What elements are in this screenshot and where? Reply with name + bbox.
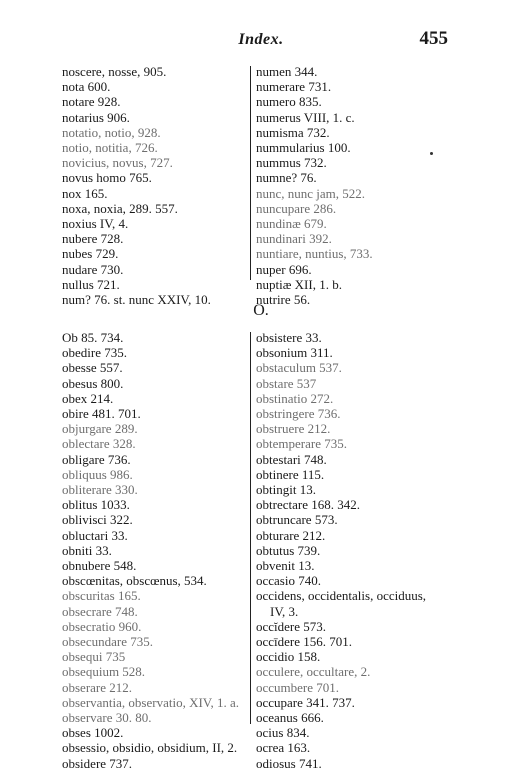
index-entry: noxa, noxia, 289. 557. — [62, 200, 178, 216]
index-column-top-right — [256, 64, 373, 307]
index-entry: obligare 736. — [62, 451, 131, 467]
index-entry: observare 30. 80. — [62, 710, 152, 726]
index-entry: obstare 537 — [256, 375, 317, 391]
index-entry: obscuritas 165. — [62, 588, 141, 604]
index-entry: obtemperare 735. — [256, 436, 347, 452]
index-entry: occasio 740. — [256, 573, 321, 589]
index-entry: objurgare 289. — [62, 421, 138, 437]
index-entry: noxius IV, 4. — [62, 216, 129, 232]
index-entry: notarius 906. — [62, 109, 130, 125]
index-entry: obniti 33. — [62, 542, 112, 558]
index-entry: nutrire 56. — [256, 292, 311, 308]
index-entry: obsistere 33. — [256, 330, 322, 345]
index-entry: noscere, nosse, 905. — [62, 64, 167, 79]
index-entry: numne? 76. — [256, 170, 317, 186]
index-entry: nuptiæ XII, 1. b. — [256, 276, 342, 292]
index-entry: novus homo 765. — [62, 170, 152, 186]
index-entry: obire 481. 701. — [62, 406, 141, 422]
index-entry: nullus 721. — [62, 276, 120, 292]
section-heading: O. — [253, 302, 269, 319]
index-entry: obsecratio 960. — [62, 618, 142, 634]
index-entry: obedire 735. — [62, 345, 127, 361]
index-entry: oblitus 1033. — [62, 497, 130, 513]
index-entry: numerus VIII, 1. c. — [256, 109, 355, 125]
index-entry: nummus 732. — [256, 155, 327, 171]
index-entry: ocius 834. — [256, 725, 310, 741]
index-entry: nundinari 392. — [256, 231, 332, 247]
print-speck — [430, 152, 433, 155]
index-entry: nunc, nunc jam, 522. — [256, 185, 366, 201]
index-entry: occĭdere 573. — [256, 618, 327, 634]
index-entry: obliquus 986. — [62, 466, 133, 482]
index-entry: obtestari 748. — [256, 451, 327, 467]
index-entry: nuntiare, nuntius, 733. — [256, 246, 373, 262]
index-entry: obstaculum 537. — [256, 360, 342, 376]
index-entry: occulere, occultare, 2. — [256, 664, 371, 680]
index-entry: IV, 3. — [270, 603, 299, 619]
index-entry: nuncupare 286. — [256, 200, 337, 216]
index-entry: obsecrare 748. — [62, 603, 138, 619]
index-entry: notare 928. — [62, 94, 121, 110]
index-entry: occumbere 701. — [256, 679, 340, 695]
index-entry: obsonium 311. — [256, 345, 333, 361]
index-entry: nox 165. — [62, 185, 108, 201]
index-entry: novicius, novus, 727. — [62, 155, 173, 171]
page-number: 455 — [419, 28, 448, 49]
index-entry: ocrea 163. — [256, 740, 311, 756]
index-entry: nota 600. — [62, 79, 111, 95]
index-entry: obturare 212. — [256, 527, 326, 543]
index-entry: occidio 158. — [256, 649, 321, 665]
index-entry: nubere 728. — [62, 231, 124, 247]
index-entry: notatio, notio, 928. — [62, 124, 161, 140]
index-entry: obsequium 528. — [62, 664, 146, 680]
index-entry: obtruncare 573. — [256, 512, 338, 528]
index-entry: Ob 85. 734. — [62, 330, 124, 345]
index-entry: obtinere 115. — [256, 466, 325, 482]
index-entry: obses 1002. — [62, 725, 124, 741]
index-entry: obstruere 212. — [256, 421, 331, 437]
index-entry: obnubere 548. — [62, 558, 137, 574]
index-entry: obluctari 33. — [62, 527, 128, 543]
index-column-top-left — [62, 64, 211, 307]
column-divider-bottom — [250, 332, 251, 724]
index-entry: obex 214. — [62, 390, 114, 406]
index-entry: obstringere 736. — [256, 406, 341, 422]
index-entry: oceanus 666. — [256, 710, 324, 726]
index-entry: obscœnitas, obscœnus, 534. — [62, 573, 207, 589]
index-entry: numerare 731. — [256, 79, 332, 95]
index-entry: obserare 212. — [62, 679, 133, 695]
index-entry: nummularius 100. — [256, 140, 351, 156]
index-entry: odiosus 741. — [256, 755, 322, 771]
index-entry: nuper 696. — [256, 261, 312, 277]
index-entry: nubes 729. — [62, 246, 119, 262]
index-entry: obsequi 735 — [62, 649, 126, 665]
index-entry: obtutus 739. — [256, 542, 321, 558]
index-entry: nudare 730. — [62, 261, 124, 277]
index-column-bottom-right — [256, 330, 426, 771]
index-entry: obtrectare 168. 342. — [256, 497, 360, 513]
index-entry: oblivisci 322. — [62, 512, 133, 528]
index-entry: occupare 341. 737. — [256, 694, 355, 710]
index-entry: obtingit 13. — [256, 482, 316, 498]
index-entry: obesus 800. — [62, 375, 124, 391]
index-entry: numisma 732. — [256, 124, 330, 140]
index-entry: nundinæ 679. — [256, 216, 327, 232]
index-entry: obsecundare 735. — [62, 634, 153, 650]
index-column-bottom-left — [62, 330, 239, 771]
running-head-title: Index. — [238, 31, 284, 48]
index-entry: obvenit 13. — [256, 558, 315, 574]
index-entry: numero 835. — [256, 94, 322, 110]
index-entry: obstinatio 272. — [256, 390, 334, 406]
index-entry: oblectare 328. — [62, 436, 136, 452]
index-entry: notio, notitia, 726. — [62, 140, 158, 156]
index-entry: numen 344. — [256, 64, 318, 79]
column-divider-top — [250, 66, 251, 280]
index-entry: num? 76. st. nunc XXIV, 10. — [62, 292, 211, 308]
index-entry: observantia, observatio, XIV, 1. a. — [62, 694, 240, 710]
index-entry: obliterare 330. — [62, 482, 138, 498]
index-entry: occidens, occidentalis, occiduus, — [256, 588, 427, 604]
index-entry: obsessio, obsidio, obsidium, II, 2. — [62, 740, 238, 756]
index-entry: occīdere 156. 701. — [256, 634, 353, 650]
index-entry: obesse 557. — [62, 360, 123, 376]
index-entry: obsidere 737. — [62, 755, 133, 771]
